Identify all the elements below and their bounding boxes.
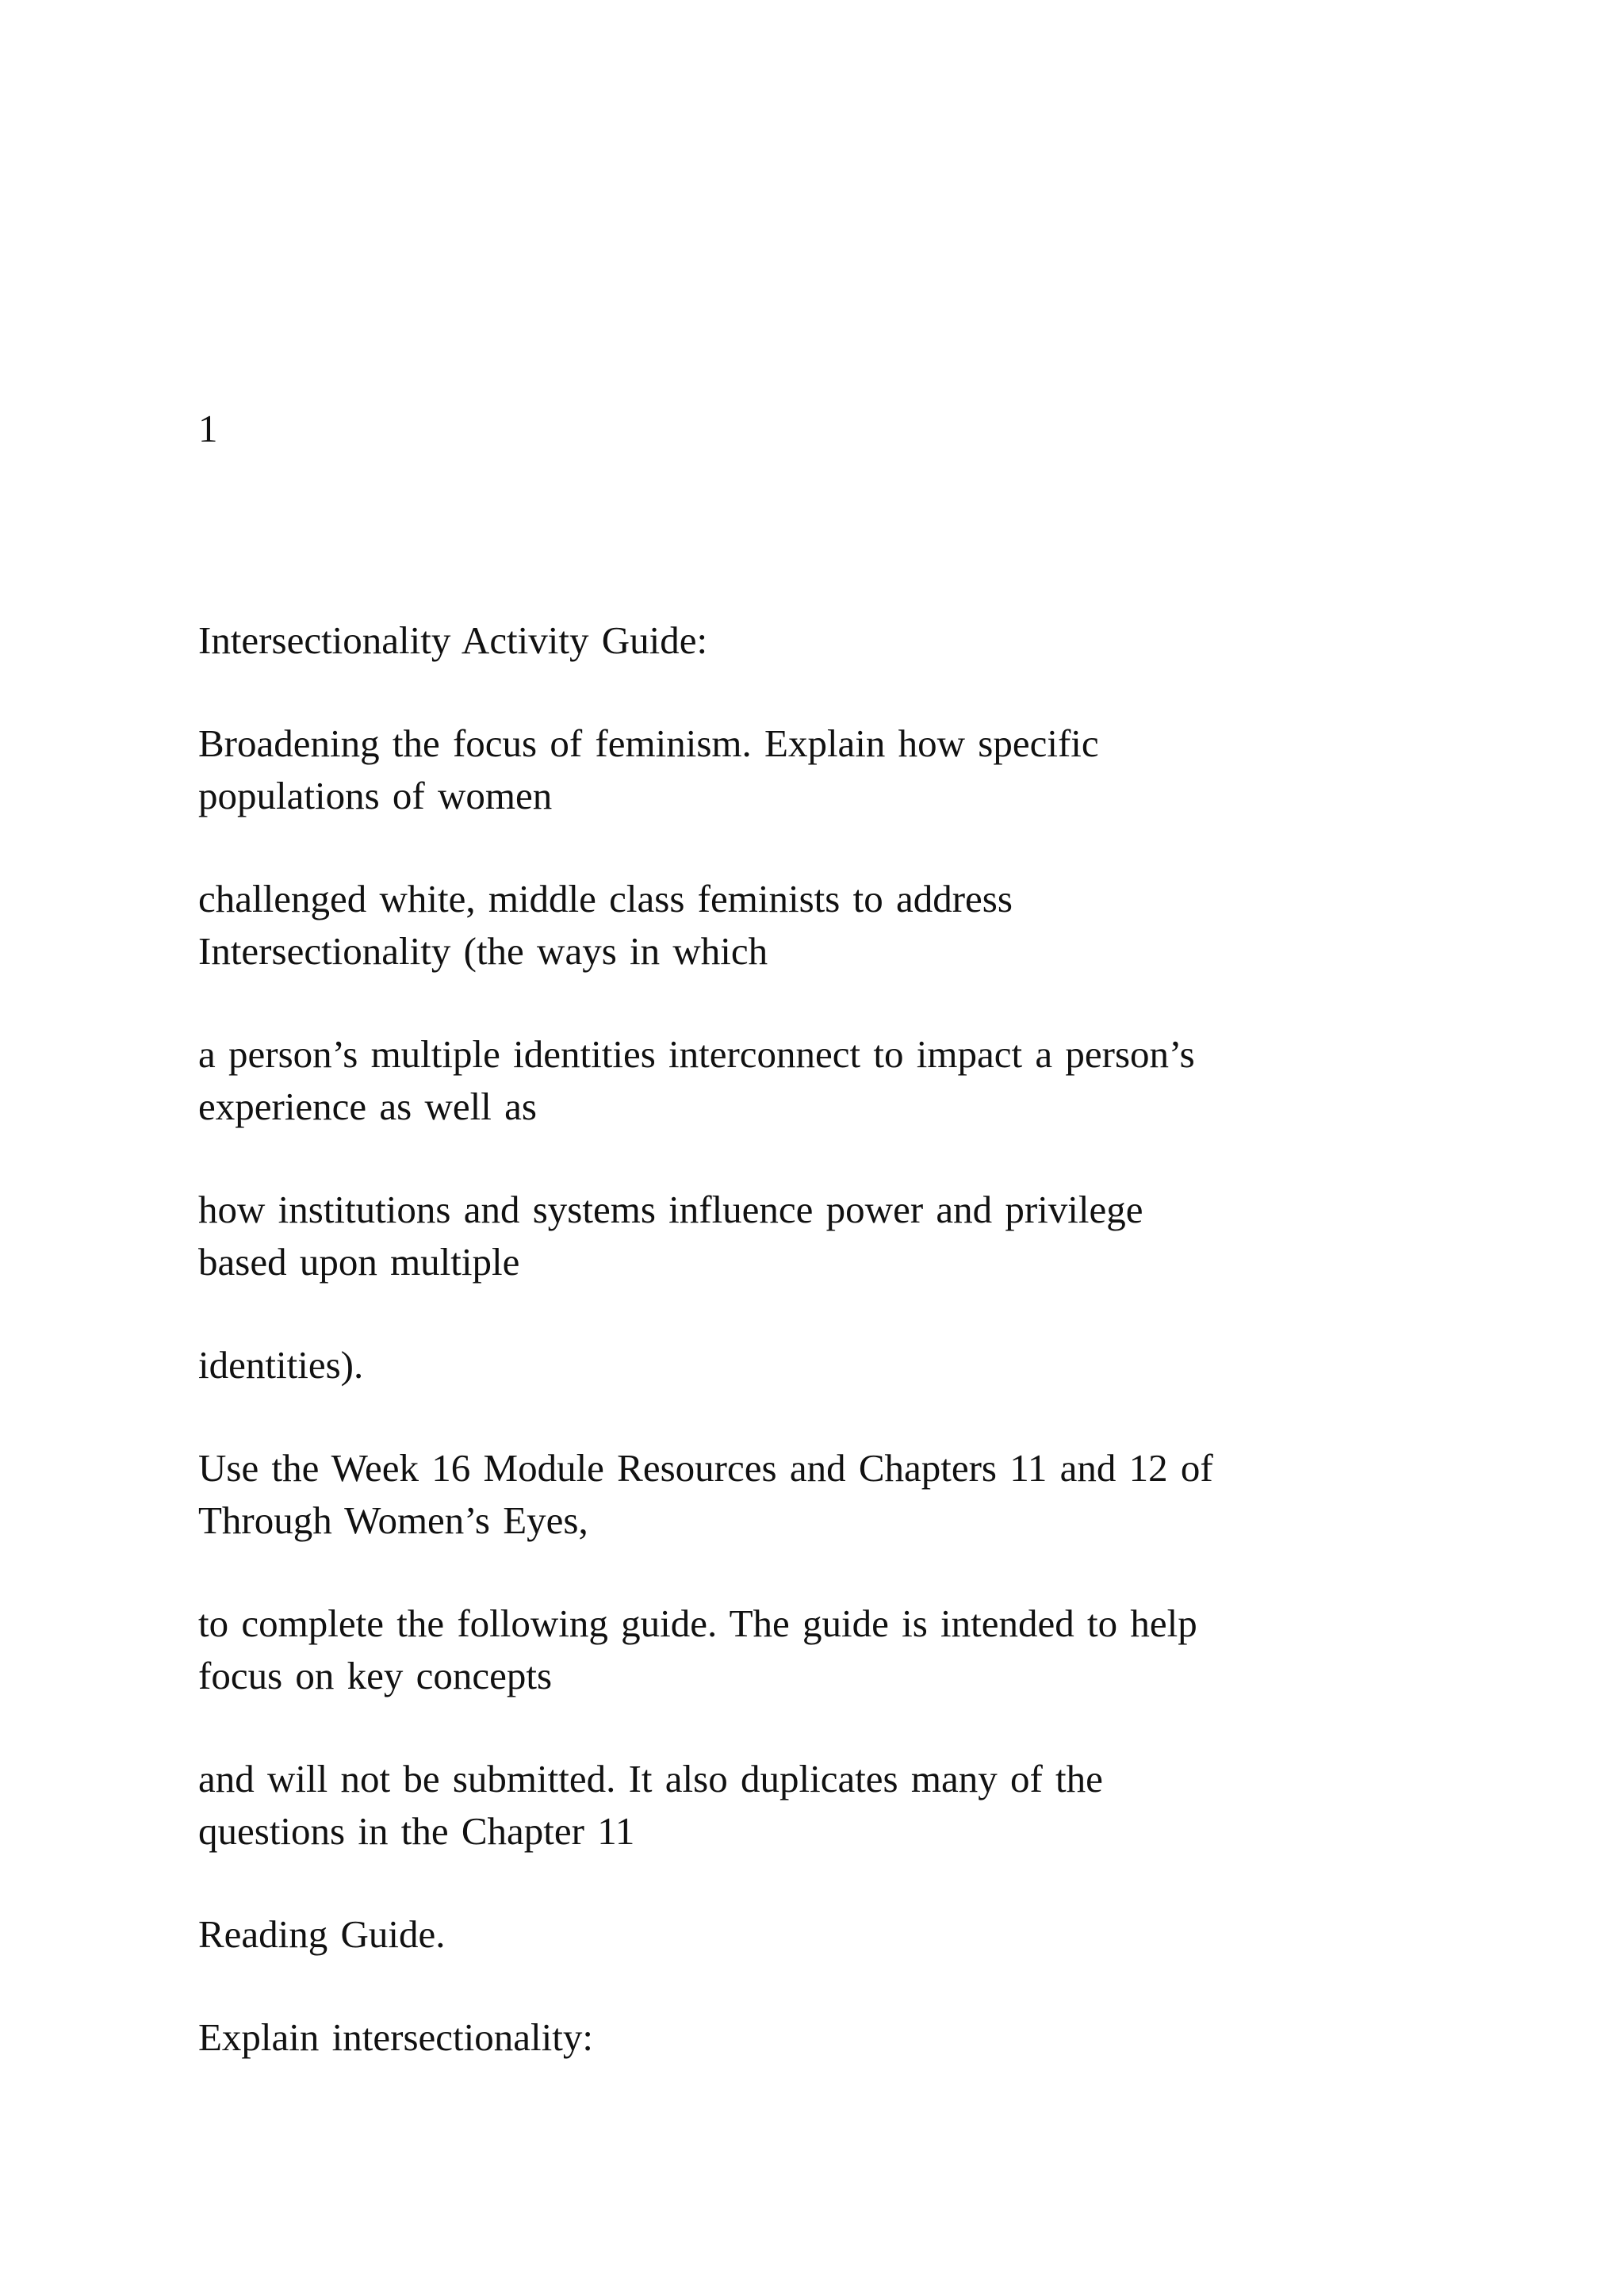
page-number: 1 [198, 407, 218, 450]
document-title: Intersectionality Activity Guide: [198, 618, 708, 662]
paragraph: how institutions and systems influence power and privilege based upon multiple [198, 1188, 1143, 1284]
paragraph: challenged white, middle class feminists to address Intersectionality (the ways in which [198, 877, 1013, 973]
paragraph: Explain intersectionality: [198, 2015, 593, 2059]
paragraph: Broadening the focus of feminism. Explain how specific populations of women [198, 721, 1099, 817]
paragraph: Reading Guide. [198, 1912, 446, 1956]
paragraph: identities). [198, 1343, 364, 1387]
paragraph: to complete the following guide. The guide is intended to help focus on key concepts [198, 1601, 1197, 1697]
paragraph: a person’s multiple identities interconnect to impact a person’s experience as well as [198, 1032, 1195, 1128]
paragraph: and will not be submitted. It also duplicates many of the questions in the Chapter 11 [198, 1757, 1103, 1853]
paragraph: Use the Week 16 Module Resources and Chapters 11 and 12 of Through Women’s Eyes, [198, 1446, 1213, 1542]
document-body [198, 614, 1515, 2114]
